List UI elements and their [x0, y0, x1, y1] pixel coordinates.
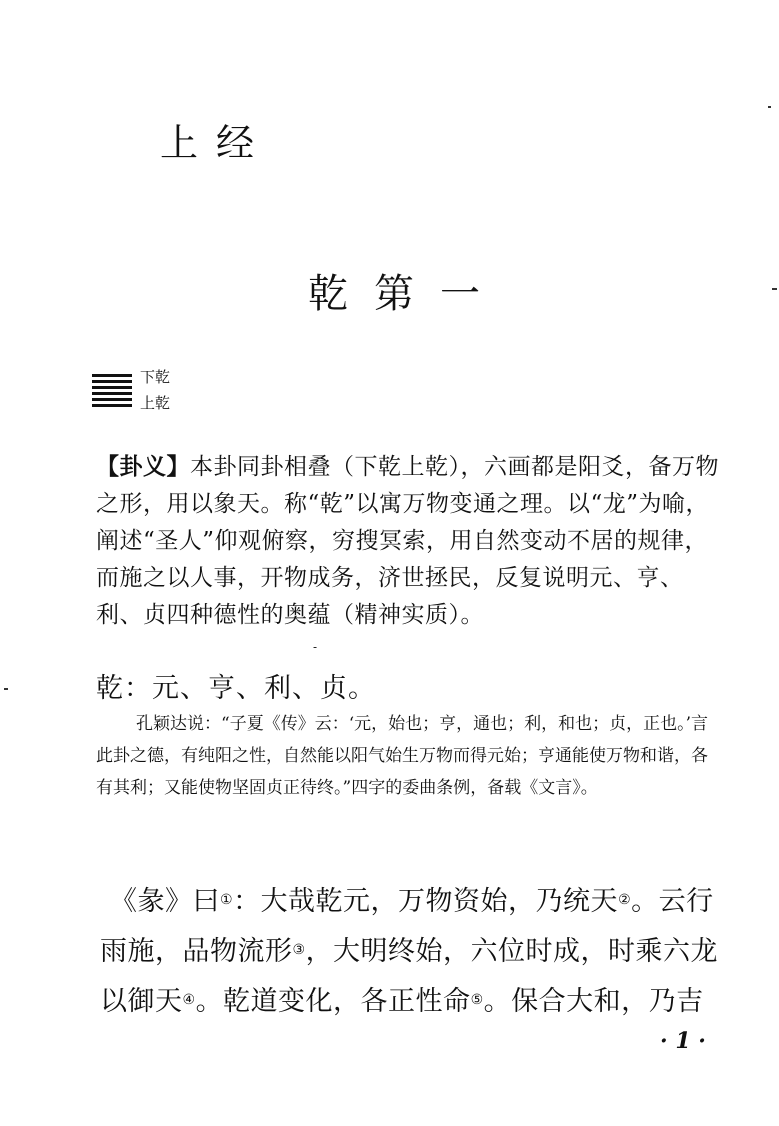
- scan-speck: [768, 106, 771, 108]
- footnote-mark-3: ③: [292, 942, 306, 958]
- tuan-seg-4: ，大明终始，六位时成，时乘六龙以御天: [100, 936, 719, 1017]
- commentary-paragraph: 孔颖达说：“子夏《传》云：‘元，始也；亨，通也；利，和也；贞，正也。’言此卦之德，有纯阳之性，自然能以阳气始生万物而得元始；亨通能使万物和谐，各有其利；又能使物坚固贞正待终。”四字的委曲条例，备载《文言》。: [96, 714, 708, 798]
- hexagram-lines-icon: [92, 374, 132, 410]
- scan-speck: [772, 288, 777, 290]
- verse-line: 乾：元、亨、利、贞。: [96, 673, 376, 704]
- footnote-mark-4: ④: [182, 992, 196, 1008]
- tuan-paragraph: [100, 876, 728, 1026]
- upper-trigram-label: 上乾: [140, 394, 171, 412]
- page-number: · 1 ·: [660, 1028, 706, 1054]
- gua-yi-label: 【卦义】: [96, 453, 190, 480]
- lower-trigram-label: 下乾: [140, 368, 171, 386]
- footnote-mark-1: ①: [220, 892, 234, 908]
- tuan-seg-2: ：大哉乾元，万物资始，乃统天: [233, 886, 619, 917]
- tuan-seg-1: 《彖》曰: [110, 886, 220, 917]
- gua-yi-paragraph: [96, 448, 726, 634]
- gua-yi-text: 本卦同卦相叠（下乾上乾），六画都是阳爻，备万物之形，用以象天。称“乾”以寓万物变通之理。以“龙”为喻，阐述“圣人”仰观俯察，穷搜冥索，用自然变动不居的规律，而施之以人事，开物成务，济世拯民，反复说明元、亨、利、贞四种德性的奥蕴（精神实质）。: [96, 454, 719, 628]
- chapter-title: 乾第一: [308, 271, 506, 317]
- section-title: 上经: [160, 121, 273, 165]
- yang-line: [92, 398, 132, 401]
- footnote-mark-5: ⑤: [470, 992, 484, 1008]
- yang-line: [92, 386, 132, 389]
- tuan-seg-3: 。云行雨施，品物流形: [100, 886, 714, 967]
- yang-line: [92, 392, 132, 395]
- hexagram-qian: [92, 366, 232, 416]
- yang-line: [92, 404, 132, 407]
- yang-line: [92, 380, 132, 383]
- footnote-mark-2: ②: [618, 892, 632, 908]
- tuan-seg-6: 。保合大和，乃吉: [483, 986, 704, 1017]
- yang-line: [92, 374, 132, 377]
- tuan-seg-5: 。乾道变化，各正性命: [195, 986, 471, 1017]
- scan-speck: [4, 688, 8, 690]
- separator-mark: -: [313, 640, 318, 654]
